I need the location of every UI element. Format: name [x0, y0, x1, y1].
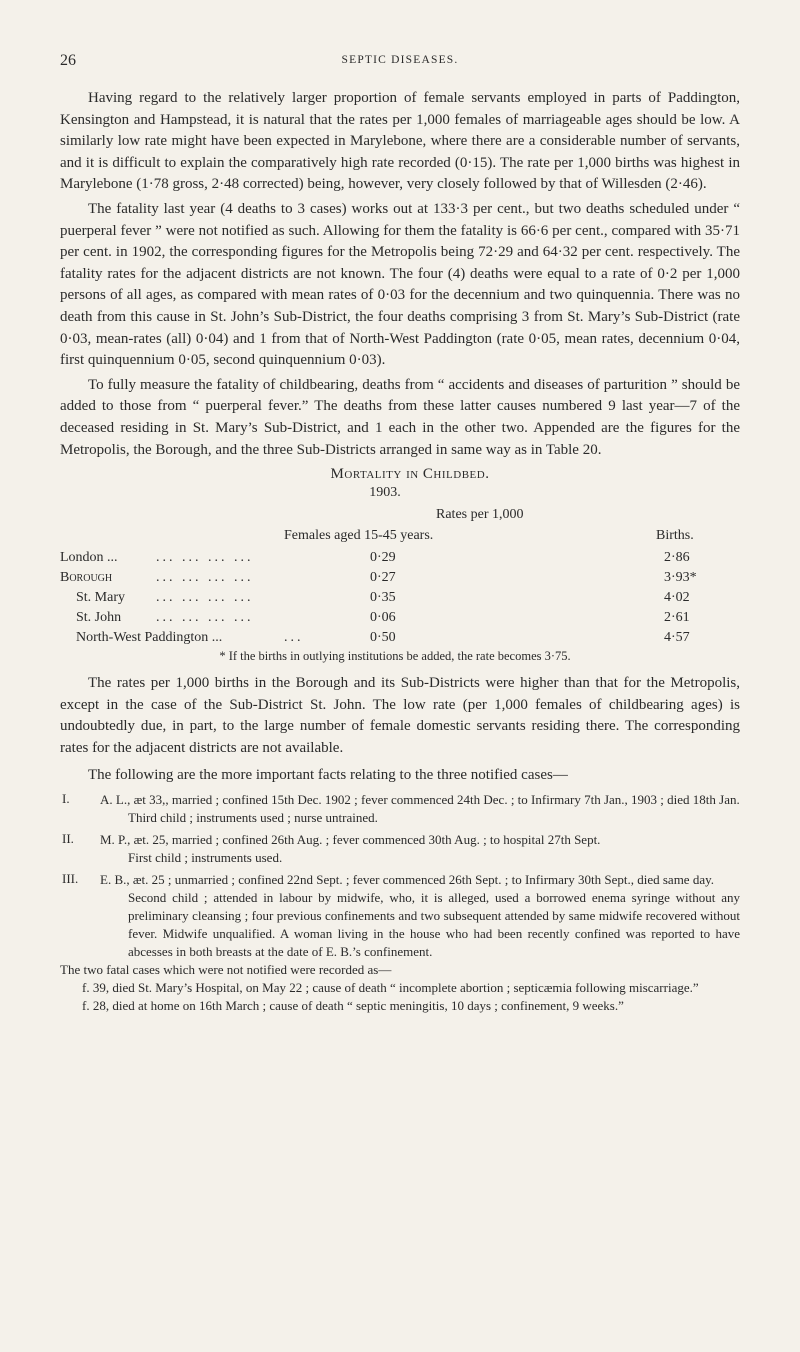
- case-detail: Second child ; attended in labour by midwife, who, it is alleged, used a borrowed enema syringe without any preliminary cleansing ; four previous confinements and two subsequent attended by same midwife recovered without fever. Midwife unqualified. A woman living in the house who had been recently confined was reported to have abcesses in both breasts at the date of E. B.’s confinement.: [128, 890, 740, 960]
- row-label: St. Mary: [76, 590, 125, 606]
- row-births-rate: 3·93*: [664, 570, 697, 586]
- table-year: 1903.: [369, 485, 401, 501]
- case-summary: A. L., æt 33,, married ; confined 15th Dec. 1902 ; fever commenced 24th Dec. ; to Infirmary 7th Jan., 1903 ; died 18th Jan.: [100, 792, 740, 808]
- case-detail: Third child ; instruments used ; nurse untrained.: [128, 810, 378, 826]
- table-footnote: * If the births in outlying institutions be added, the rate becomes 3·75.: [219, 649, 571, 664]
- case-summary: E. B., æt. 25 ; unmarried ; confined 22nd Sept. ; fever commenced 26th Sept. ; to Infirmary 30th Sept., died same day.: [100, 872, 714, 888]
- row-females-rate: 0·29: [370, 550, 396, 566]
- paragraph-childbearing: To fully measure the fatality of childbearing, deaths from “ accidents and diseases of parturition ” should be added to those from “ puerperal fever.” The deaths from these latter causes numbered 9 last year—7 of the deceased residing in St. Mary’s Sub-District, and 1 each in the other two. Appended are the figures for the Metropolis, the Borough, and the three Sub-Districts arranged in same way as in Table 20.: [60, 376, 740, 458]
- row-label: North-West Paddington ...: [76, 630, 223, 646]
- case-item: [60, 791, 740, 827]
- row-label: St. John: [76, 610, 122, 626]
- row-births-rate: 4·57: [664, 630, 690, 646]
- row-label: London ...: [60, 550, 118, 566]
- row-births-rate: 4·02: [664, 590, 690, 606]
- page-header: [60, 52, 740, 74]
- paragraph-rates-comparison: The rates per 1,000 births in the Borough and its Sub-Districts were higher than that for the Metropolis, except in the case of the Sub-District St. John. The low rate (per 1,000 females of childbearing ages) is undoubtedly due, in part, to the large number of female domestic servants residing there. The corresponding rates for the adjacent districts are not available.: [60, 675, 740, 756]
- case-summary: M. P., æt. 25, married ; confined 26th Aug. ; fever commenced 30th Aug. ; to hospital 27th Sept.: [100, 832, 601, 848]
- running-title: SEPTIC DISEASES.: [341, 54, 459, 66]
- case-number: III.: [62, 871, 79, 887]
- row-females-rate: 0·35: [370, 590, 396, 606]
- fatal-cases-intro: The two fatal cases which were not notified were recorded as—: [60, 962, 392, 978]
- paragraph-fatality: The fatality last year (4 deaths to 3 cases) works out at 133·3 per cent., but two deaths scheduled under “ puerperal fever ” were not notified as such. Allowing for them the fatality is 66·6 per cent., compared with 35·71 per cent. in 1902, the corresponding figures for the Metropolis being 72·29 and 64·32 per cent. respectively. The fatality rates for the adjacent districts are not known. The four (4) deaths were equal to a rate of 0·2 per 1,000 persons of all ages, as compared with mean rates of 0·03 for the decennium and two quinquennia. There was no death from this cause in St. John’s Sub-District, the four deaths comprising 3 from St. Mary’s Sub-District (rate 0·03, mean-rates (all) 0·04) and 1 from that of North-West Paddington (rate 0·05, mean rates, decennium 0·04, first quinquennium 0·05, second quinquennium 0·03).: [60, 200, 740, 369]
- fatal-case-item: f. 28, died at home on 16th March ; cause of death “ septic meningitis, 10 days ; confinement, 9 weeks.”: [82, 998, 624, 1014]
- case-number: I.: [62, 791, 70, 807]
- table-col-females-header: Females aged 15-45 years.: [284, 528, 434, 544]
- mortality-table: [60, 507, 740, 647]
- case-number: II.: [62, 831, 74, 847]
- row-females-rate: 0·06: [370, 610, 396, 626]
- row-leader: ... ... ... ...: [156, 570, 254, 586]
- row-births-rate: 2·86: [664, 550, 690, 566]
- case-item: [60, 831, 740, 867]
- table-group-header: Rates per 1,000: [436, 507, 524, 523]
- case-detail: First child ; instruments used.: [128, 850, 283, 866]
- row-females-rate: 0·50: [370, 630, 396, 646]
- paragraph-cases-intro: The following are the more important facts relating to the three notified cases—: [88, 767, 568, 784]
- row-births-rate: 2·61: [664, 610, 690, 626]
- row-leader: ... ... ... ...: [156, 550, 254, 566]
- row-females-rate: 0·27: [370, 570, 396, 586]
- case-item: [60, 871, 740, 961]
- fatal-case-item: f. 39, died St. Mary’s Hospital, on May 22 ; cause of death “ incomplete abortion ; septicæmia following miscarriage.”: [82, 980, 699, 996]
- row-leader: ... ... ... ...: [156, 610, 254, 626]
- paragraph-marriageable-rates: Having regard to the relatively larger proportion of female servants employed in parts of Paddington, Kensington and Hampstead, it is natural that the rates per 1,000 females of marriageable ages should be low. A similarly low rate might have been expected in Marylebone, where there are a considerable number of servants, and it is difficult to explain the comparatively high rate recorded (0·15). The rate per 1,000 births was highest in Marylebone (1·78 gross, 2·48 corrected) being, however, very closely followed by that of Willesden (2·46).: [60, 90, 740, 193]
- row-leader: ... ... ... ...: [156, 590, 254, 606]
- table-col-births-header: Births.: [656, 528, 694, 544]
- row-label: Borough: [60, 570, 113, 586]
- page-number: 26: [60, 52, 76, 69]
- table-title: Mortality in Childbed.: [330, 466, 490, 483]
- row-leader: ...: [284, 630, 304, 646]
